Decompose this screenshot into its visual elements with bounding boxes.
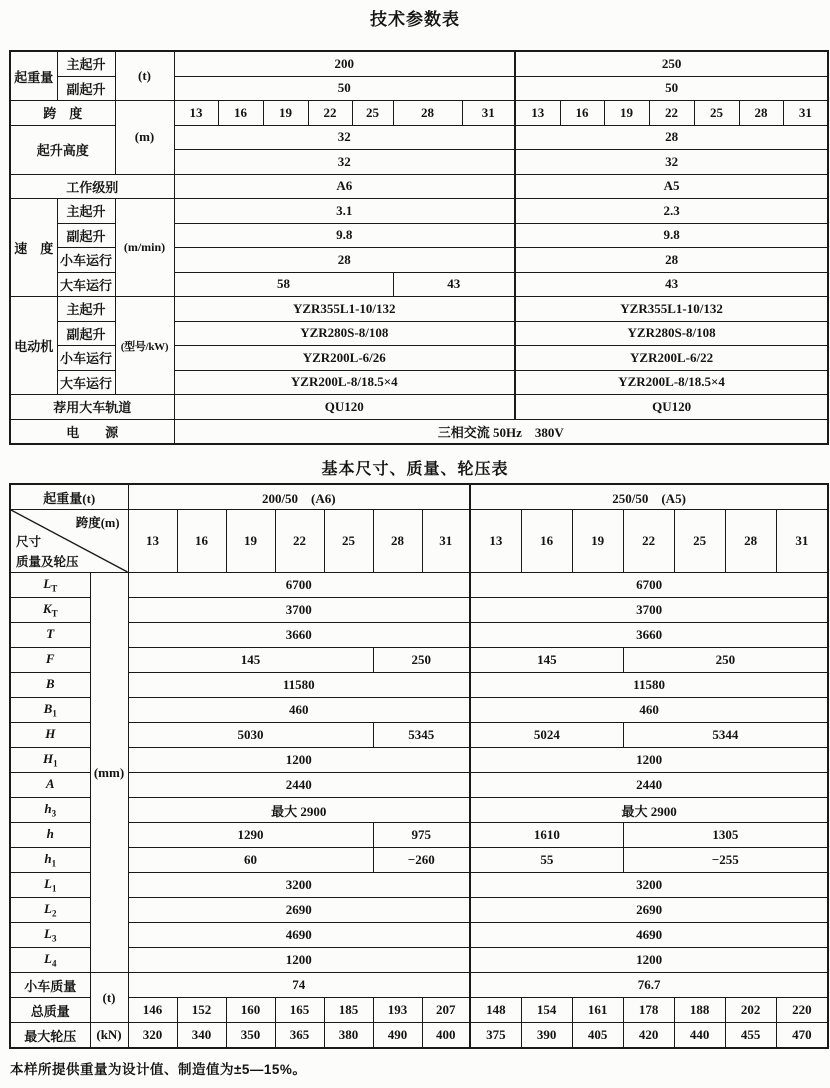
wheel-value: 320: [128, 1023, 177, 1049]
dim-label: [10, 773, 90, 798]
dim-value: 6700: [128, 573, 470, 598]
dim-symbol: F: [45, 651, 55, 667]
mass-value: 193: [373, 998, 422, 1023]
unit-label: (kN): [90, 1023, 128, 1049]
value-cell: 三相交流 50Hz 380V: [174, 419, 828, 444]
row-label: 小车运行: [57, 248, 115, 273]
dim-label: [10, 623, 90, 648]
row-label: 电 源: [10, 419, 174, 444]
dim-value: 55: [470, 848, 623, 873]
value-cell: YZR355L1-10/132: [515, 297, 828, 322]
table-row: [10, 998, 828, 1023]
dim-subscript: 4: [51, 958, 57, 969]
span-value: 31: [776, 510, 828, 573]
diag-dimension-label: 尺寸: [16, 535, 42, 549]
dim-value: 1200: [470, 948, 828, 973]
dim-value: 1305: [623, 823, 828, 848]
wheel-value: 350: [226, 1023, 275, 1049]
dimensions-mass-wheel-table: [9, 483, 829, 1049]
dim-value: 1200: [128, 948, 470, 973]
span-value: 31: [422, 510, 470, 573]
span-value: 22: [649, 101, 694, 126]
dim-value: 250: [623, 648, 828, 673]
unit-label: (m): [115, 101, 174, 175]
wheel-value: 340: [177, 1023, 226, 1049]
value-cell: 76.7: [470, 973, 828, 998]
dim-label: [10, 573, 90, 598]
dim-value: 2440: [128, 773, 470, 798]
value-cell: 28: [174, 248, 515, 273]
group-label: 起重量: [10, 51, 57, 101]
value-cell: 50: [515, 76, 828, 101]
span-value: 25: [694, 101, 739, 126]
value-cell: YZR280S-8/108: [174, 321, 515, 346]
mass-value: 152: [177, 998, 226, 1023]
mass-value: 207: [422, 998, 470, 1023]
table-row: [10, 484, 828, 510]
dim-value: 最大 2900: [470, 798, 828, 823]
dim-value: 1200: [470, 748, 828, 773]
mass-value: 165: [275, 998, 324, 1023]
span-value: 16: [521, 510, 572, 573]
table-row: [10, 623, 828, 648]
row-label: 主起升: [57, 297, 115, 322]
dim-value: 460: [128, 698, 470, 723]
mass-value: 161: [572, 998, 623, 1023]
dim-label: [10, 948, 90, 973]
unit-label: (t): [115, 51, 174, 101]
table-row: [10, 898, 828, 923]
dim-value: 3660: [128, 623, 470, 648]
value-cell: 43: [515, 272, 828, 297]
dim-symbol: h: [44, 801, 52, 817]
mass-value: 202: [725, 998, 776, 1023]
diag-span-label: 跨度(m): [75, 516, 120, 530]
table-row: [10, 773, 828, 798]
row-label: 主起升: [57, 51, 115, 76]
dim-value: 11580: [470, 673, 828, 698]
table1-title: 技术参数表: [370, 10, 460, 29]
span-value: 22: [275, 510, 324, 573]
dim-value: 5345: [373, 723, 470, 748]
dim-subscript: 1: [53, 758, 58, 769]
value-cell: 58: [174, 272, 393, 297]
value-cell: 43: [393, 272, 515, 297]
dim-subscript: 1: [51, 883, 57, 894]
mass-value: 154: [521, 998, 572, 1023]
dim-value: 145: [128, 648, 373, 673]
span-value: 19: [226, 510, 275, 573]
wheel-value: 455: [725, 1023, 776, 1049]
dim-value: 3200: [470, 873, 828, 898]
value-cell: 28: [515, 125, 828, 150]
table-row: [10, 748, 828, 773]
value-cell: A6: [174, 174, 515, 199]
value-cell: YZR200L-8/18.5×4: [174, 370, 515, 395]
wheel-value: 470: [776, 1023, 828, 1049]
unit-label: (m/min): [115, 199, 174, 297]
dim-symbol: L: [44, 876, 52, 892]
span-value: 19: [604, 101, 649, 126]
row-label: 副起升: [57, 76, 115, 101]
value-cell: YZR200L-8/18.5×4: [515, 370, 828, 395]
dim-value: 2690: [128, 898, 470, 923]
row-label: 起升高度: [10, 125, 115, 174]
value-cell: 3.1: [174, 199, 515, 224]
group-label: 速 度: [10, 199, 57, 297]
span-value: 25: [324, 510, 373, 573]
table-row: [10, 948, 828, 973]
span-value: 13: [174, 101, 218, 126]
dim-value: 145: [470, 648, 623, 673]
span-value: 16: [560, 101, 604, 126]
span-value: 16: [177, 510, 226, 573]
span-value: 31: [462, 101, 515, 126]
value-cell: 9.8: [515, 223, 828, 248]
dim-value: 60: [128, 848, 373, 873]
table-row: [10, 823, 828, 848]
wheel-value: 405: [572, 1023, 623, 1049]
table-row: [10, 873, 828, 898]
table-row: [10, 101, 828, 126]
wheel-value: 380: [324, 1023, 373, 1049]
dim-value: 11580: [128, 673, 470, 698]
dim-value: −255: [623, 848, 828, 873]
row-label: 荐用大车轨道: [10, 395, 174, 420]
value-cell: 32: [174, 150, 515, 175]
unit-label: (mm): [90, 573, 128, 973]
column-group-header: 250/50 (A5): [470, 484, 828, 510]
dim-value: 5024: [470, 723, 623, 748]
dim-symbol: L: [44, 901, 52, 917]
dim-symbol: H: [45, 726, 56, 742]
row-label: 小车运行: [57, 346, 115, 371]
span-value: 25: [352, 101, 393, 126]
footnote: 本样所提供重量为设计值、制造值为±5—15%。: [10, 1062, 307, 1077]
value-cell: 50: [174, 76, 515, 101]
dim-subscript: 3: [51, 808, 57, 819]
value-cell: A5: [515, 174, 828, 199]
diag-mass-wheel-label: 质量及轮压: [16, 554, 79, 569]
dim-value: 1200: [128, 748, 470, 773]
wheel-value: 490: [373, 1023, 422, 1049]
table-row: [10, 395, 828, 420]
dim-value: 2440: [470, 773, 828, 798]
value-cell: YZR280S-8/108: [515, 321, 828, 346]
table-row: [10, 723, 828, 748]
unit-label: (t): [90, 973, 128, 1023]
dim-symbol: T: [46, 626, 55, 642]
dim-subscript: 1: [51, 858, 57, 869]
dim-symbol: h: [44, 851, 52, 867]
row-label: 总质量: [10, 998, 90, 1023]
group-label: 电动机: [10, 297, 57, 395]
table-row: [10, 510, 828, 573]
table-row: [10, 51, 828, 76]
dim-label: [10, 698, 90, 723]
table-row: [10, 297, 828, 322]
span-value: 28: [725, 510, 776, 573]
table-row: [10, 199, 828, 224]
value-cell: 74: [128, 973, 470, 998]
row-label: 跨 度: [10, 101, 115, 126]
table-row: [10, 673, 828, 698]
mass-value: 178: [623, 998, 674, 1023]
table-row: [10, 848, 828, 873]
value-cell: 28: [515, 248, 828, 273]
span-value: 16: [218, 101, 263, 126]
table-row: [10, 174, 828, 199]
dim-label: [10, 748, 90, 773]
dim-label: [10, 873, 90, 898]
table2-title: 基本尺寸、质量、轮压表: [321, 461, 509, 478]
value-cell: 200: [174, 51, 515, 76]
value-cell: 9.8: [174, 223, 515, 248]
mass-value: 185: [324, 998, 373, 1023]
span-value: 19: [263, 101, 308, 126]
dim-value: 3700: [470, 598, 828, 623]
span-value: 28: [373, 510, 422, 573]
wheel-value: 400: [422, 1023, 470, 1049]
mass-value: 146: [128, 998, 177, 1023]
dim-value: 5344: [623, 723, 828, 748]
span-value: 25: [674, 510, 725, 573]
dim-label: [10, 673, 90, 698]
value-cell: 250: [515, 51, 828, 76]
table-row: [10, 419, 828, 444]
table-row: [10, 923, 828, 948]
dim-value: 5030: [128, 723, 373, 748]
dim-symbol: L: [44, 951, 52, 967]
dim-value: 1290: [128, 823, 373, 848]
dim-value: 4690: [128, 923, 470, 948]
dim-value: 3200: [128, 873, 470, 898]
dim-value: 6700: [470, 573, 828, 598]
mass-value: 220: [776, 998, 828, 1023]
dim-value: 460: [470, 698, 828, 723]
wheel-value: 365: [275, 1023, 324, 1049]
span-value: 13: [515, 101, 560, 126]
row-label: 小车质量: [10, 973, 90, 998]
dim-label: [10, 648, 90, 673]
dim-label: [10, 823, 90, 848]
table-row: [10, 973, 828, 998]
dim-value: 975: [373, 823, 470, 848]
wheel-value: 420: [623, 1023, 674, 1049]
dim-subscript: T: [51, 583, 58, 594]
row-label: 大车运行: [57, 370, 115, 395]
row-label: 起重量(t): [10, 484, 128, 510]
dim-value: 4690: [470, 923, 828, 948]
row-label: 副起升: [57, 223, 115, 248]
dim-value: −260: [373, 848, 470, 873]
table-row: [10, 573, 828, 598]
mass-value: 188: [674, 998, 725, 1023]
span-value: 13: [470, 510, 521, 573]
row-label: 大车运行: [57, 272, 115, 297]
span-value: 22: [623, 510, 674, 573]
dim-label: [10, 598, 90, 623]
dim-value: 1610: [470, 823, 623, 848]
row-label: 主起升: [57, 199, 115, 224]
span-value: 31: [783, 101, 828, 126]
dim-subscript: 3: [51, 933, 57, 944]
dim-symbol: L: [43, 576, 52, 592]
wheel-value: 440: [674, 1023, 725, 1049]
row-label: 工作级别: [10, 174, 174, 199]
span-value: 28: [393, 101, 462, 126]
dim-label: [10, 923, 90, 948]
dim-label: [10, 798, 90, 823]
dim-symbol: H: [42, 751, 54, 767]
dim-symbol: h: [46, 826, 54, 842]
dim-symbol: A: [45, 776, 55, 792]
technical-parameters-table: [9, 50, 829, 445]
table-row: [10, 598, 828, 623]
wheel-value: 375: [470, 1023, 521, 1049]
table-row: [10, 698, 828, 723]
table-row: [10, 648, 828, 673]
mass-value: 160: [226, 998, 275, 1023]
dim-label: [10, 723, 90, 748]
dim-subscript: 2: [51, 908, 57, 919]
dim-label: [10, 848, 90, 873]
dim-label: [10, 898, 90, 923]
span-value: 13: [128, 510, 177, 573]
value-cell: YZR200L-6/26: [174, 346, 515, 371]
dim-symbol: B: [43, 701, 53, 717]
mass-value: 148: [470, 998, 521, 1023]
span-value: 19: [572, 510, 623, 573]
column-group-header: 200/50 (A6): [128, 484, 470, 510]
dim-value: 2690: [470, 898, 828, 923]
value-cell: 2.3: [515, 199, 828, 224]
dim-value: 3660: [470, 623, 828, 648]
value-cell: YZR200L-6/22: [515, 346, 828, 371]
table-row: [10, 1023, 828, 1049]
dim-value: 250: [373, 648, 470, 673]
diagonal-header-cell: [10, 510, 128, 573]
dim-value: 最大 2900: [128, 798, 470, 823]
span-value: 28: [739, 101, 783, 126]
dim-symbol: K: [42, 601, 52, 617]
value-cell: QU120: [174, 395, 515, 420]
dim-subscript: T: [51, 608, 58, 619]
dim-value: 3700: [128, 598, 470, 623]
span-value: 22: [308, 101, 352, 126]
row-label: 副起升: [57, 321, 115, 346]
value-cell: 32: [174, 125, 515, 150]
value-cell: 32: [515, 150, 828, 175]
wheel-value: 390: [521, 1023, 572, 1049]
value-cell: QU120: [515, 395, 828, 420]
dim-subscript: 1: [52, 708, 57, 719]
unit-label: (型号/kW): [115, 297, 174, 395]
row-label: 最大轮压: [10, 1023, 90, 1049]
dim-symbol: L: [44, 926, 52, 942]
dim-symbol: B: [45, 676, 55, 692]
table-row: [10, 798, 828, 823]
value-cell: YZR355L1-10/132: [174, 297, 515, 322]
